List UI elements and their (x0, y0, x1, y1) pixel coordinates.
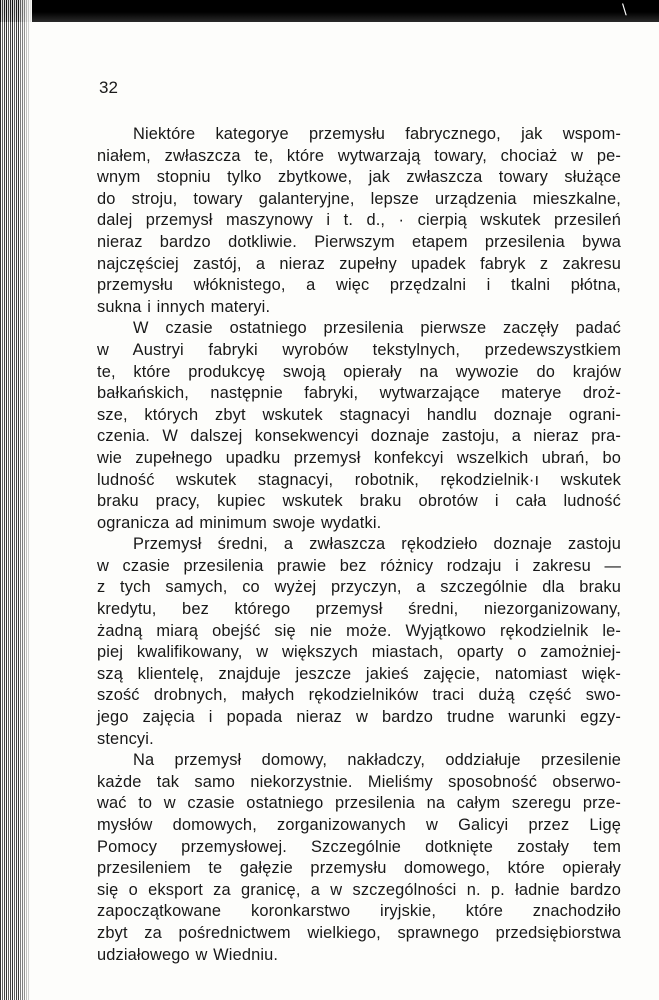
text-line: te, które produkcyę swoją opierały na wywozie do krajów (97, 362, 621, 381)
text-line: kredytu, bez którego przemysł średni, niezorganizowany, (97, 600, 621, 619)
text-line: z tych samych, co wyżej przyczyn, a szczególnie dla braku (97, 578, 621, 597)
scan-edge-fade (18, 0, 32, 1000)
paragraph (97, 318, 621, 534)
text-line: szość drobnych, małych rękodzielników traci dużą część swo- (97, 686, 621, 705)
text-line: dalej przemysł maszynowy i t. d., · cierpią wskutek przesileń (97, 211, 621, 230)
text-line: piej kwalifikowany, w większych miastach, oparty o zamożniej- (97, 643, 621, 662)
body-text (97, 124, 621, 966)
paragraph (97, 534, 621, 750)
text-line: sze, których zbyt wskutek stagnacyi handlu doznaje ograni- (97, 405, 621, 424)
text-line: ludność wskutek stagnacyi, robotnik, rękodzielnik·ı wskutek (97, 470, 621, 489)
text-line: stencyi. (97, 729, 154, 748)
text-line: przemysłu włóknistego, a więc przędzalni i tkalni płótna, (97, 276, 621, 295)
text-line: wie zupełnego upadku przemysł konfekcyi wszelkich ubrań, bo (97, 448, 621, 467)
paragraph (97, 124, 621, 318)
text-line: Na przemysł domowy, nakładczy, oddziałuje przesilenie (133, 751, 621, 770)
text-line: do stroju, towary galanteryjne, lepsze urządzenia mieszkalne, (97, 189, 621, 208)
text-line: udziałowego w Wiedniu. (97, 945, 279, 964)
text-line: mysłów domowych, zorganizowanych w Galicyi przez Ligę (97, 816, 621, 834)
text-line: czenia. W dalszej konsekwencyi doznaje zastoju, a nieraz pra- (97, 427, 621, 446)
text-line: zapoczątkowane koronkarstwo iryjskie, które znachodziło (97, 902, 621, 921)
text-line: Przemysł średni, a zwłaszcza rękodzieło doznaje zastoju (133, 535, 621, 554)
corner-mark: \ (622, 2, 627, 18)
text-line: bałkańskich, następnie fabryki, wytwarzające materye droż- (97, 384, 621, 403)
text-line: wnym stopniu tylko zbytkowe, jak zwłaszcza towary służące (97, 168, 621, 187)
text-line: nieraz bardzo dotkliwie. Pierwszym etapem przesilenia bywa (97, 232, 621, 251)
text-line: zbyt za pośrednictwem wielkiego, sprawnego przedsiębiorstwa (97, 923, 621, 942)
text-line: Niektóre kategorye przemysłu fabrycznego, jak wspom- (133, 125, 621, 143)
text-line: sukna i innych materyi. (97, 297, 271, 316)
page-number: 32 (99, 78, 118, 97)
text-line: jego zajęcia i popada nieraz w bardzo trudne warunki egzy- (97, 708, 621, 727)
text-line: braku pracy, kupiec wskutek braku obrotów i cała ludność (97, 492, 621, 511)
text-line: wać to w czasie ostatniego przesilenia na całym szeregu prze- (97, 794, 621, 813)
scan-top-border (0, 0, 659, 22)
text-line: szą klientelę, znajduje jeszcze jakieś zajęcie, natomiast więk- (97, 664, 621, 683)
text-line: ogranicza ad minimum swoje wydatki. (97, 513, 382, 532)
text-line: się o eksport za granicę, a w szczególności n. p. ładnie bardzo (97, 880, 621, 899)
text-line: najczęściej zastój, a nieraz zupełny upadek fabryk z zakresu (97, 254, 621, 273)
text-line: żadną miarą obejść się nie może. Wyjątkowo rękodzielnik le- (97, 621, 621, 640)
text-line: w Austryi fabryki wyrobów tekstylnych, przedewszystkiem (97, 340, 621, 359)
text-line: Pomocy przemysłowej. Szczególnie dotknięte zostały tem (97, 837, 621, 856)
text-line: w czasie przesilenia prawie bez różnicy rodzaju i zakresu — (97, 556, 621, 575)
paragraph (97, 750, 621, 966)
text-line: W czasie ostatniego przesilenia pierwsze zaczęły padać (133, 319, 621, 338)
text-line: niałem, zwłaszcza te, które wytwarzają towary, chociaż w pe- (97, 146, 621, 165)
text-line: każde tak samo niekorzystnie. Mieliśmy sposobność obserwo- (97, 772, 621, 791)
text-line: przesileniem te gałęzie przemysłu domowego, które opierały (97, 859, 621, 878)
